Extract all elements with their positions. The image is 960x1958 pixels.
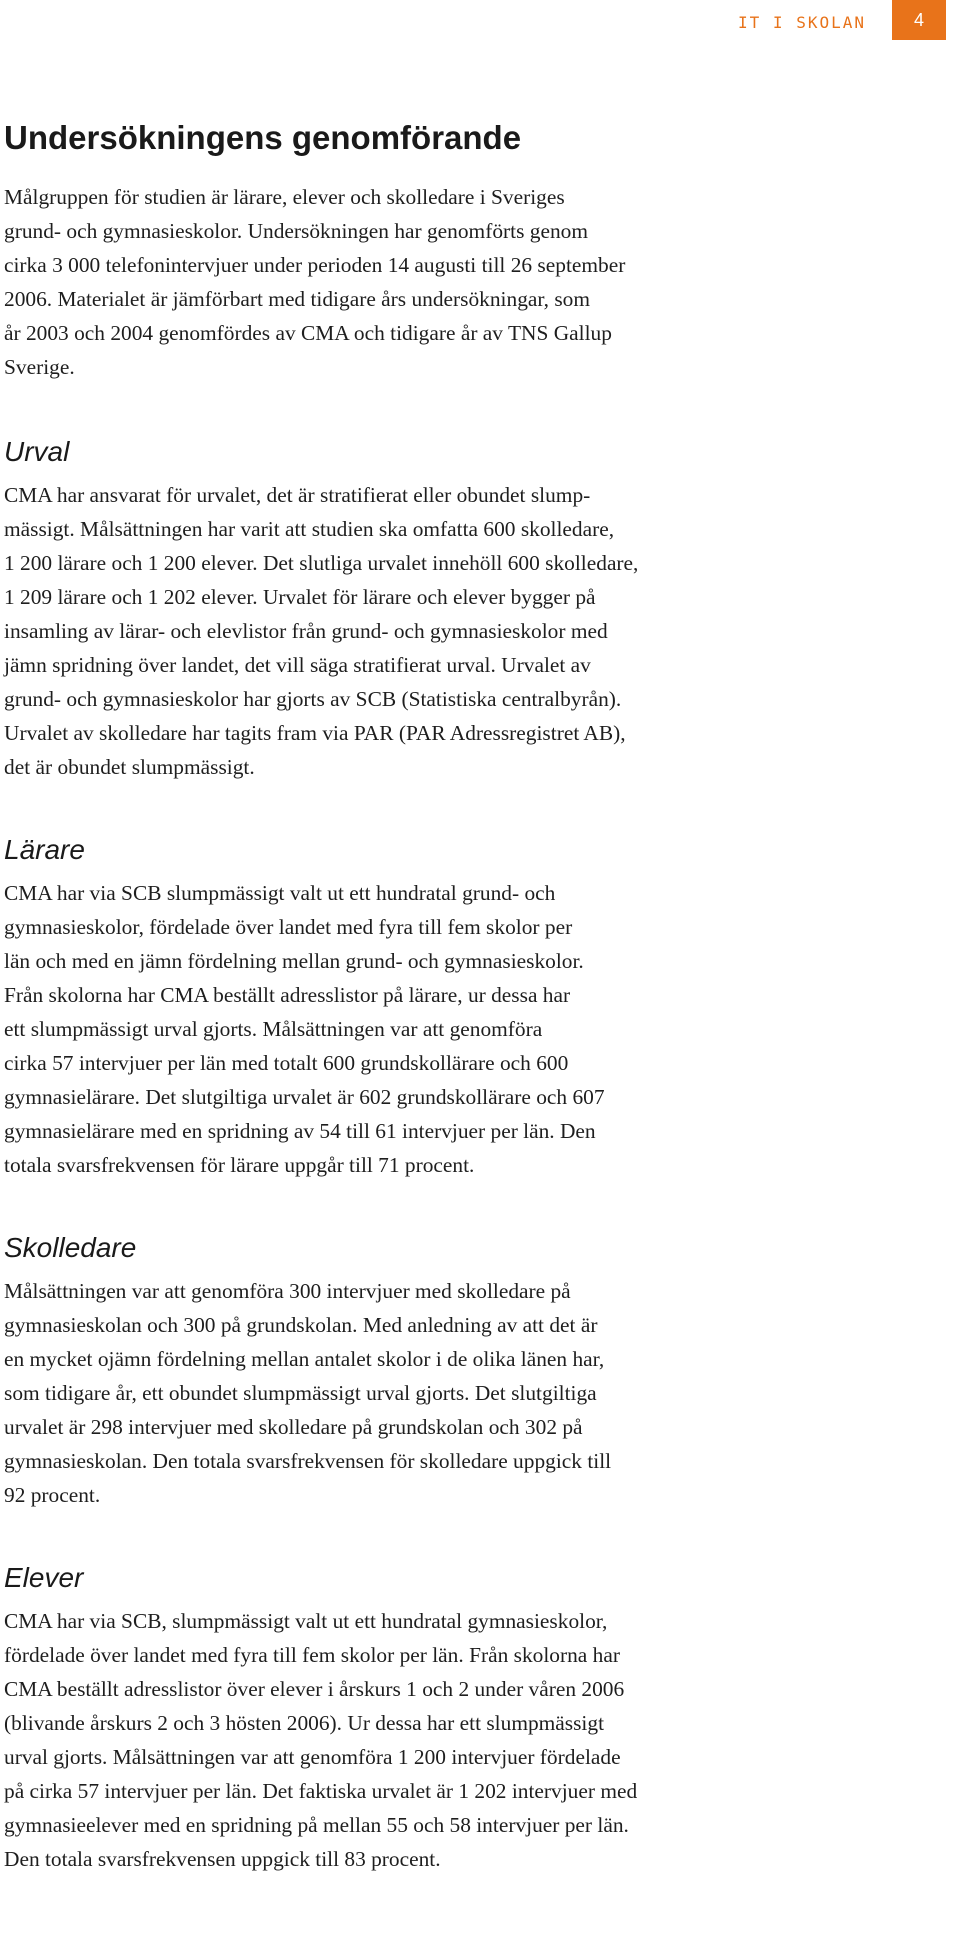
section-skolledare: [4, 1230, 934, 1512]
text-line: fördelade över landet med fyra till fem skolor per län. Från skolorna har: [4, 1643, 620, 1667]
section-urval: [4, 434, 934, 784]
page-number: 4: [892, 0, 946, 40]
text-line: 2006. Materialet är jämförbart med tidigare års undersökningar, som: [4, 287, 591, 311]
section-heading: Skolledare: [4, 1232, 137, 1263]
text-line: urval gjorts. Målsättningen var att genomföra 1 200 intervjuer fördelade: [4, 1745, 621, 1769]
text-line: på cirka 57 intervjuer per län. Det faktiska urvalet är 1 202 intervjuer med: [4, 1779, 638, 1803]
text-line: en mycket ojämn fördelning mellan antalet skolor i de olika länen har,: [4, 1347, 605, 1371]
text-line: gymnasielärare med en spridning av 54 till 61 intervjuer per län. Den: [4, 1119, 596, 1143]
text-line: gymnasieskolor, fördelade över landet med fyra till fem skolor per: [4, 915, 573, 939]
text-line: cirka 57 intervjuer per län med totalt 600 grundskollärare och 600: [4, 1051, 569, 1075]
text-line: jämn spridning över landet, det vill säga stratifierat urval. Urvalet av: [4, 653, 591, 677]
document-body: [4, 118, 934, 1924]
text-line: 1 209 lärare och 1 202 elever. Urvalet för lärare och elever bygger på: [4, 585, 596, 609]
section-elever: [4, 1560, 934, 1876]
text-line: CMA har ansvarat för urvalet, det är stratifierat eller obundet slump-: [4, 483, 591, 507]
text-line: Den totala svarsfrekvensen uppgick till 83 procent.: [4, 1847, 441, 1871]
section-paragraph: [4, 1604, 934, 1876]
text-line: grund- och gymnasieskolor har gjorts av SCB (Statistiska centralbyrån).: [4, 687, 622, 711]
section-heading: Elever: [4, 1562, 84, 1593]
text-line: år 2003 och 2004 genomfördes av CMA och tidigare år av TNS Gallup: [4, 321, 612, 345]
text-line: (blivande årskurs 2 och 3 hösten 2006). Ur dessa har ett slumpmässigt: [4, 1711, 605, 1735]
running-head: IT I SKOLAN: [738, 12, 866, 32]
section-heading: Urval: [4, 436, 70, 467]
section-paragraph: [4, 1274, 934, 1512]
text-line: 1 200 lärare och 1 200 elever. Det slutliga urvalet innehöll 600 skolledare,: [4, 551, 639, 575]
intro-paragraph: [4, 180, 934, 384]
text-line: Målgruppen för studien är lärare, elever och skolledare i Sveriges: [4, 185, 565, 209]
section-larare: [4, 832, 934, 1182]
text-line: 92 procent.: [4, 1483, 101, 1507]
text-line: gymnasieskolan. Den totala svarsfrekvensen för skolledare uppgick till: [4, 1449, 612, 1473]
text-line: Urvalet av skolledare har tagits fram via PAR (PAR Adressregistret AB),: [4, 721, 626, 745]
text-line: som tidigare år, ett obundet slumpmässigt urval gjorts. Det slutgiltiga: [4, 1381, 597, 1405]
text-line: län och med en jämn fördelning mellan grund- och gymnasieskolor.: [4, 949, 584, 973]
text-line: Sverige.: [4, 355, 75, 379]
text-line: ett slumpmässigt urval gjorts. Målsättningen var att genomföra: [4, 1017, 543, 1041]
text-line: insamling av lärar- och elevlistor från grund- och gymnasieskolor med: [4, 619, 608, 643]
text-line: gymnasieelever med en spridning på mellan 55 och 58 intervjuer per län.: [4, 1813, 629, 1837]
text-line: cirka 3 000 telefonintervjuer under perioden 14 augusti till 26 september: [4, 253, 626, 277]
text-line: totala svarsfrekvensen för lärare uppgår till 71 procent.: [4, 1153, 475, 1177]
text-line: Målsättningen var att genomföra 300 intervjuer med skolledare på: [4, 1279, 571, 1303]
text-line: CMA har via SCB slumpmässigt valt ut ett hundratal grund- och: [4, 881, 556, 905]
section-paragraph: [4, 876, 934, 1182]
section-paragraph: [4, 478, 934, 784]
text-line: grund- och gymnasieskolor. Undersökningen har genomförts genom: [4, 219, 588, 243]
text-line: det är obundet slumpmässigt.: [4, 755, 255, 779]
section-heading: Lärare: [4, 834, 85, 865]
text-line: Från skolorna har CMA beställt adresslistor på lärare, ur dessa har: [4, 983, 571, 1007]
text-line: CMA beställt adresslistor över elever i årskurs 1 och 2 under våren 2006: [4, 1677, 625, 1701]
text-line: gymnasielärare. Det slutgiltiga urvalet är 602 grundskollärare och 607: [4, 1085, 605, 1109]
text-line: CMA har via SCB, slumpmässigt valt ut ett hundratal gymnasieskolor,: [4, 1609, 608, 1633]
text-line: gymnasieskolan och 300 på grundskolan. Med anledning av att det är: [4, 1313, 598, 1337]
text-line: mässigt. Målsättningen har varit att studien ska omfatta 600 skolledare,: [4, 517, 615, 541]
page-header: [738, 0, 946, 40]
text-line: urvalet är 298 intervjuer med skolledare på grundskolan och 302 på: [4, 1415, 583, 1439]
page-title: Undersökningens genomförande: [4, 119, 522, 156]
